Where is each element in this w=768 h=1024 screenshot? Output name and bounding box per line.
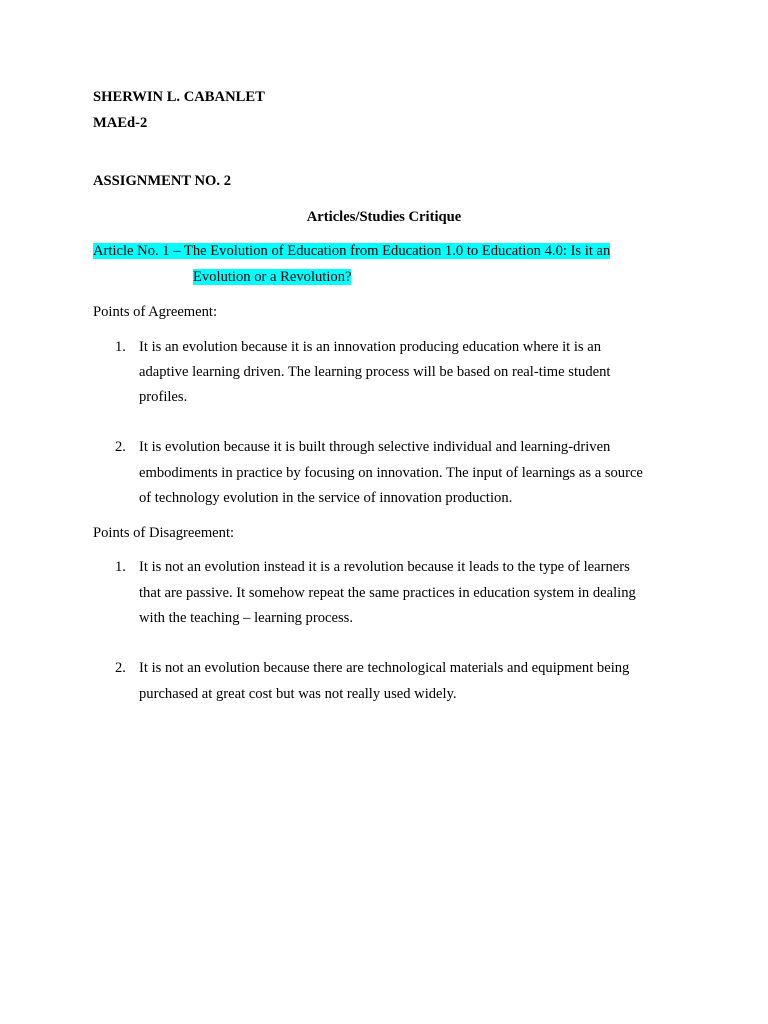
disagreement-item-1-number: 1. (115, 559, 126, 575)
agreement-item-2-line-3: of technology evolution in the service of innovation production. (139, 490, 513, 506)
agreement-item-1-line-2: adaptive learning driven. The learning process will be based on real-time student (139, 364, 611, 380)
disagreement-item-2-number: 2. (115, 660, 126, 676)
disagreement-item-1-line-1: It is not an evolution instead it is a revolution because it leads to the type of learners (139, 559, 630, 575)
assignment-number: ASSIGNMENT NO. 2 (93, 173, 231, 189)
agreement-item-1-line-3: profiles. (139, 389, 188, 405)
disagreement-heading: Points of Disagreement: (93, 525, 235, 541)
author-name: SHERWIN L. CABANLET (93, 89, 265, 105)
course-code: MAEd-2 (93, 115, 148, 131)
agreement-item-2-line-1: It is evolution because it is built through selective individual and learning-driven (139, 439, 611, 455)
article-title-line-2: Evolution or a Revolution? (193, 269, 352, 285)
disagreement-item-1-line-3: with the teaching – learning process. (139, 610, 353, 626)
disagreement-item-2-line-1: It is not an evolution because there are technological materials and equipment being (139, 660, 630, 676)
disagreement-item-2-line-2: purchased at great cost but was not really used widely. (139, 686, 457, 702)
document-title: Articles/Studies Critique (306, 209, 462, 225)
agreement-heading: Points of Agreement: (93, 304, 218, 320)
agreement-item-2-line-2: embodiments in practice by focusing on innovation. The input of learnings as a source (139, 465, 643, 481)
agreement-item-1-line-1: It is an evolution because it is an innovation producing education where it is an (139, 339, 602, 355)
agreement-item-1-number: 1. (115, 339, 126, 355)
agreement-item-2-number: 2. (115, 439, 126, 455)
disagreement-item-1-line-2: that are passive. It somehow repeat the same practices in education system in dealing (139, 585, 636, 601)
article-title-line-1: Article No. 1 – The Evolution of Education from Education 1.0 to Education 4.0: Is it an (93, 243, 611, 259)
